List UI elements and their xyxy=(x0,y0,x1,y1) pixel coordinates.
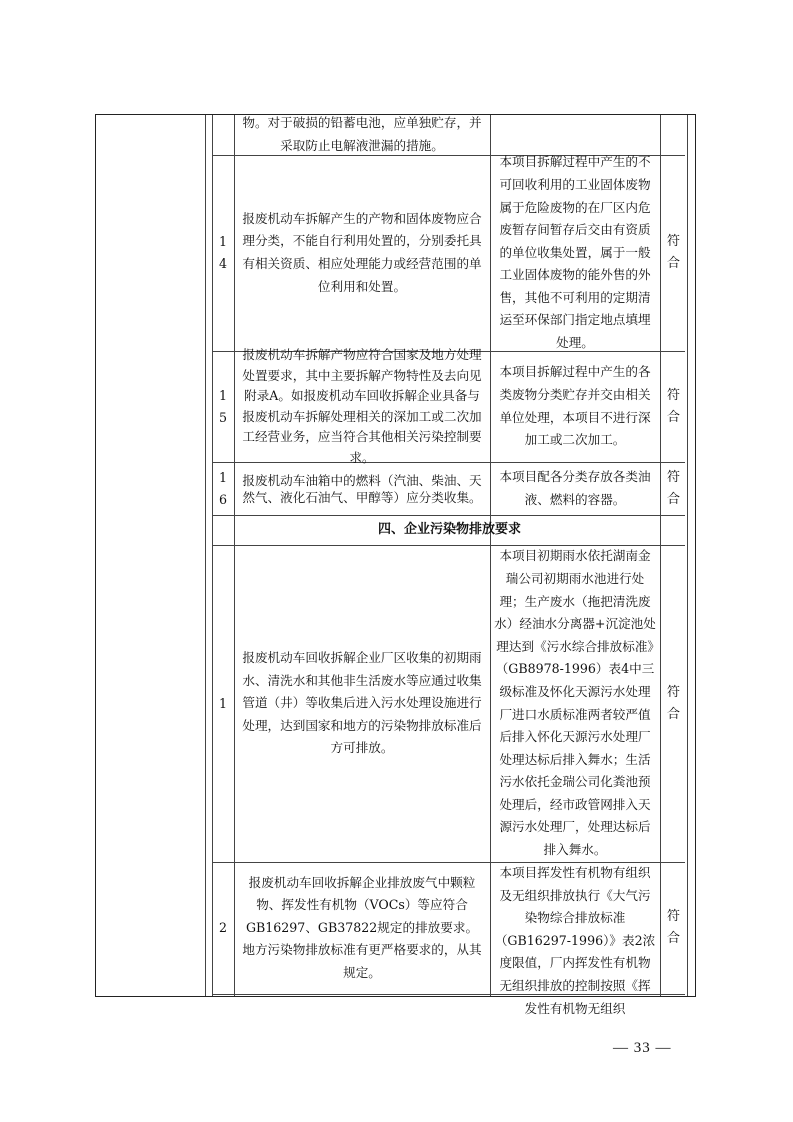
requirement-cell xyxy=(234,462,490,515)
requirement-text: 报废机动车拆解产物应符合国家及地方处理处置要求，其中主要拆解产物特性及去向见附录A。如报废机动车回收拆解企业具备与报废机动车拆解处理相关的深加工或二次加工经营业务，应当符合其他相关污染控制要求。 xyxy=(242,347,482,465)
requirement-text: 报废机动车油箱中的燃料（汽油、柴油、天然气、液化石油气、甲醇等）应分类收集。 xyxy=(242,472,482,505)
requirement-text: 报废机动车拆解产生的产物和固体废物应合理分类，不能自行利用处置的，分别委托具有相关资质、相应处理能力或经营范围的单位利用和处置。 xyxy=(242,210,482,294)
requirement-text: 物。对于破损的铅蓄电池，应单独贮存，并采取防止电解液泄漏的措施。 xyxy=(242,115,482,153)
requirement-cell xyxy=(234,155,490,351)
item-number: 16 xyxy=(218,469,227,507)
result-text: 符合 xyxy=(666,234,680,271)
result-cell xyxy=(660,155,687,351)
result-text: 符合 xyxy=(666,469,680,507)
result-cell xyxy=(660,462,687,515)
description-cell xyxy=(490,545,660,862)
description-text: 本项目挥发性有机物有组织及无组织排放执行《大气污染物综合排放标准（GB16297-1996）》表2浓度限值，厂内挥发性有机物无组织排放的控制按照《挥发性有机物无组织 xyxy=(494,865,656,1016)
page-number: — 33 — xyxy=(613,1040,672,1056)
description-text: 本项目配各分类存放各类油液、燃料的容器。 xyxy=(499,468,651,507)
requirement-cell xyxy=(234,115,490,155)
requirement-text: 报废机动车回收拆解企业厂区收集的初期雨水、清洗水和其他非生活废水等应通过收集管道（井）等收集后进入污水处理设施进行处理，达到国家和地方的污染物排放标准后方可排放。 xyxy=(242,650,482,756)
col-divider xyxy=(205,115,206,996)
item-number: 2 xyxy=(218,920,227,935)
result-text: 符合 xyxy=(666,909,680,946)
item-number: 15 xyxy=(218,387,227,425)
requirements-table xyxy=(95,114,696,1016)
description-cell xyxy=(490,462,660,515)
col-divider xyxy=(687,115,688,996)
requirement-text: 报废机动车回收拆解企业排放废气中颗粒物、挥发性有机物（VOCs）等应符合GB16297、GB37822规定的排放要求。地方污染物排放标准有更严格要求的，从其规定。 xyxy=(242,874,482,980)
requirement-cell xyxy=(234,862,490,994)
description-cell xyxy=(490,862,660,1016)
item-number: 1 xyxy=(218,695,227,711)
section-title: 四、企业污染物排放要求 xyxy=(377,521,521,537)
item-number: 14 xyxy=(218,234,227,271)
description-cell xyxy=(490,351,660,462)
requirement-cell xyxy=(234,545,490,862)
description-cell xyxy=(490,155,660,351)
description-text: 本项目初期雨水依托湖南金瑞公司初期雨水池进行处理；生产废水（拖把清洗废水）经油水分离器+沉淀池处理达到《污水综合排放标准》（GB8978-1996）表4中三级标准及怀化天源污水处理厂进口水质标准两者较严值后排入怀化天源污水处理厂处理达标后排入舞水；生活污水依托金瑞公司化粪池预处理后，经市政管网排入天源污水处理厂，处理达标后排入舞水。 xyxy=(494,548,656,858)
result-text: 符合 xyxy=(666,387,680,425)
result-text: 符合 xyxy=(666,684,680,722)
result-cell xyxy=(660,351,687,462)
result-cell xyxy=(660,862,687,994)
result-cell xyxy=(660,545,687,862)
requirement-cell xyxy=(234,347,490,465)
description-text: 本项目拆解过程中产生的不可回收利用的工业固体废物属于危险废物的在厂区内危废暂存间暂存后交由有资质的单位收集处置，属于一般工业固体废物的能外售的外售，其他不可利用的定期清运至环保部门指定地点填埋处理。 xyxy=(499,154,651,351)
description-text: 本项目拆解过程中产生的各类废物分类贮存并交由相关单位处理，本项目不进行深加工或二次加工。 xyxy=(499,364,651,448)
